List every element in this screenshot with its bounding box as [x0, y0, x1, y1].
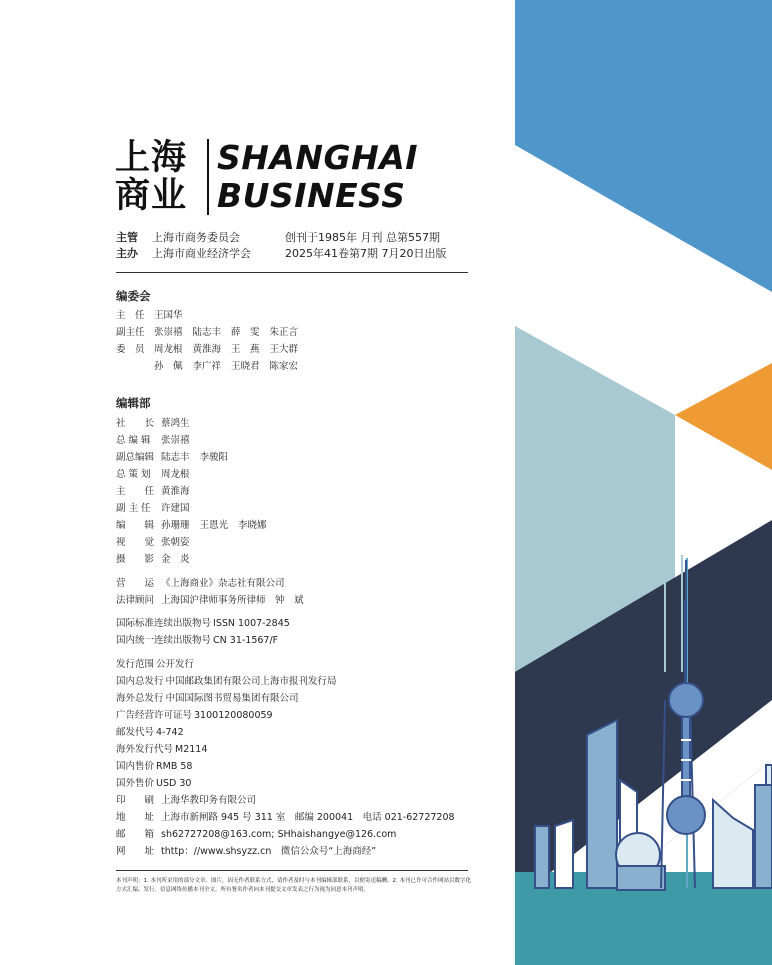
info-line [116, 828, 406, 841]
info-label: 法律顾问 [116, 595, 155, 606]
info-label: 副总编辑 [116, 452, 155, 463]
pub-info-row-2: 主办 上海市商业经济学会 2025年41卷第7期 7月20日出版 [116, 247, 447, 260]
info-value: ISSN 1007-2845 [213, 618, 290, 629]
info-value: 薛 雯 [231, 327, 260, 338]
info-value: 许建国 [161, 503, 190, 514]
cover-illustration [515, 0, 772, 965]
editorial-board-title: 编委会 [116, 289, 151, 303]
info-value: 王 燕 [231, 344, 260, 355]
info-label: 海外总发行 [116, 693, 164, 704]
info-label: 发行范围 [116, 659, 155, 670]
info-line [116, 536, 200, 549]
info-label: 总 策 划 [116, 469, 151, 480]
info-label: 主 任 [116, 310, 145, 321]
skyline-graphic [515, 0, 772, 965]
info-line [116, 434, 200, 447]
header-divider [116, 272, 468, 273]
info-value: 黄淮海 [161, 486, 190, 497]
info-label: 国内统一连续出版物号 [116, 635, 212, 646]
info-value: 4-742 [156, 727, 184, 738]
info-value: 朱正言 [269, 327, 299, 338]
info-line [116, 675, 347, 688]
info-value: 王大群 [269, 344, 299, 355]
info-value: 金 炎 [161, 554, 190, 565]
info-value: 张崇禧 [154, 327, 183, 338]
info-label: 邮 箱 [116, 829, 155, 840]
info-value: USD 30 [156, 778, 192, 789]
info-line [116, 777, 201, 790]
info-label: 副 主 任 [116, 503, 151, 514]
info-line [116, 343, 308, 356]
info-line [116, 634, 288, 647]
info-label: 视 觉 [116, 537, 155, 548]
info-value: 王晓君 [231, 361, 260, 372]
info-line [116, 485, 200, 498]
info-label: 印 刷 [116, 795, 155, 806]
info-label: 广告经营许可证号 [116, 710, 193, 721]
info-value: 黄淮海 [192, 344, 222, 355]
info-label: 网 址 [116, 846, 155, 857]
logo-english: SHANGHAI BUSINESS [217, 138, 419, 215]
info-value: 李骏阳 [199, 452, 229, 463]
logo-divider [207, 139, 209, 215]
info-line [116, 617, 300, 630]
info-value: 张崇禧 [161, 435, 190, 446]
info-line [116, 760, 202, 773]
info-value: thttp：//www.shsyzz.cn 微信公众号“上海商经” [161, 846, 377, 857]
info-value: 孙珊珊 [161, 520, 190, 531]
info-value: 李晓娜 [238, 520, 267, 531]
info-line [116, 309, 193, 322]
info-value: 公开发行 [156, 659, 195, 670]
masthead-logo [115, 138, 418, 216]
info-line [116, 519, 277, 532]
info-line [116, 468, 200, 481]
info-label: 邮发代号 [116, 727, 155, 738]
info-value: 上海华教印务有限公司 [161, 795, 257, 806]
info-label: 海外发行代号 [116, 744, 174, 755]
info-line [116, 709, 283, 722]
info-value: 陈家宏 [269, 361, 299, 372]
info-label: 副主任 [116, 327, 145, 338]
info-label: 国际标准连续出版物号 [116, 618, 212, 629]
info-value: 上海市新闸路 945 号 311 室 邮编 200041 电话 021-62727208 [161, 812, 455, 823]
info-value: 蔡鸿生 [161, 418, 190, 429]
info-value: M2114 [175, 744, 208, 755]
pub-info-row-1: 主管 上海市商务委员会 创刊于1985年 月刊 总第557期 [116, 231, 440, 244]
info-label: 地 址 [116, 812, 155, 823]
info-label: 编 辑 [116, 520, 155, 531]
info-line [116, 811, 465, 824]
info-value: 3100120080059 [194, 710, 273, 721]
info-value: 《上海商业》杂志社有限公司 [161, 578, 285, 589]
info-label: 营 运 [116, 578, 155, 589]
info-value: 周龙根 [154, 344, 183, 355]
info-label: 摄 影 [116, 554, 155, 565]
info-value: 上海国沪律师事务所律师 钟 斌 [161, 595, 304, 606]
info-label: 委 员 [116, 344, 145, 355]
info-line [116, 594, 314, 607]
info-label: 国外售价 [116, 778, 155, 789]
info-line [116, 577, 295, 590]
info-label: 社 长 [116, 418, 155, 429]
info-value: CN 31-1567/F [213, 635, 279, 646]
logo-chinese: 上海 商业 [115, 138, 188, 216]
info-line [116, 360, 308, 373]
info-line [116, 553, 200, 566]
info-line [116, 326, 308, 339]
info-label: 总 编 辑 [116, 435, 151, 446]
info-value: 中国邮政集团有限公司上海市报刊发行局 [165, 676, 337, 687]
footer-divider [116, 870, 468, 871]
info-value: 周龙根 [161, 469, 190, 480]
copyright-notice: 本刊声明：1. 本刊所采用的部分文章、图片，因无作者联系方式，请作者及时与本刊编辑部联系，以便寄送稿酬。2. 本刊已许可合作网站以数字化方式汇编、发行。信息网络传播本刊全文。所有署名作者向本刊提交文章发表之行为视为同意本刊声明。 [116, 878, 471, 893]
info-value: 张朝姿 [161, 537, 190, 548]
info-line [116, 502, 200, 515]
info-value: 孙 佩 [154, 361, 183, 372]
info-value: 陆志丰 [192, 327, 222, 338]
info-line [116, 743, 217, 756]
info-label: 国内总发行 [116, 676, 164, 687]
info-value: 陆志丰 [161, 452, 190, 463]
info-label: 主 任 [116, 486, 155, 497]
info-value: 李广祥 [192, 361, 222, 372]
info-line [116, 417, 200, 430]
info-line [116, 451, 238, 464]
info-value: 中国国际图书贸易集团有限公司 [165, 693, 299, 704]
info-value: RMB 58 [156, 761, 193, 772]
info-value: sh62727208@163.com; SHhaishangye@126.com [161, 829, 397, 840]
info-line [116, 726, 194, 739]
info-value: 王国华 [154, 310, 183, 321]
info-line [116, 692, 309, 705]
info-line [116, 845, 386, 858]
info-value: 王恩光 [199, 520, 229, 531]
info-line [116, 794, 266, 807]
info-line [116, 658, 204, 671]
editorial-dept-title: 编辑部 [116, 396, 151, 410]
info-label: 国内售价 [116, 761, 155, 772]
